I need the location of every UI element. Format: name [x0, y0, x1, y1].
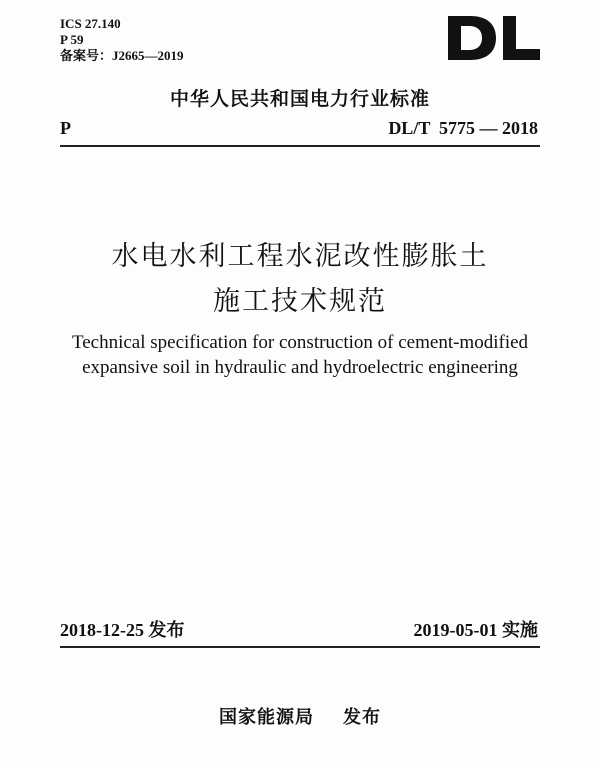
standard-category: 中华人民共和国电力行业标准 [169, 88, 430, 110]
title-english-line-2: expansive soil in hydraulic and hydroelectric engineering [82, 357, 518, 378]
title-chinese-line-1: 水电水利工程水泥改性膨胀土 [111, 241, 489, 272]
top-divider [60, 145, 540, 147]
ics-code: ICS 27.140 [60, 16, 121, 31]
publisher: 国家能源局 发布 [218, 707, 382, 728]
dl-logo [448, 16, 540, 60]
dl-logo-letter-l [503, 16, 540, 60]
bottom-divider [60, 646, 540, 648]
issue-date: 2018-12-25 发布 [60, 620, 185, 640]
standard-number: DL/T 5775 — 2018 [388, 118, 538, 138]
title-chinese-line-2: 施工技术规范 [213, 286, 387, 317]
dl-logo-letter-d [448, 16, 496, 60]
classification-code: P 59 [60, 32, 84, 47]
meta-block [60, 16, 184, 64]
classification-letter: P [60, 118, 71, 138]
filing-number: 备案号：J2665—2019 [60, 48, 184, 63]
title-english-line-1: Technical specification for construction of cement-modified [71, 332, 529, 353]
implementation-date: 2019-05-01 实施 [413, 620, 538, 640]
